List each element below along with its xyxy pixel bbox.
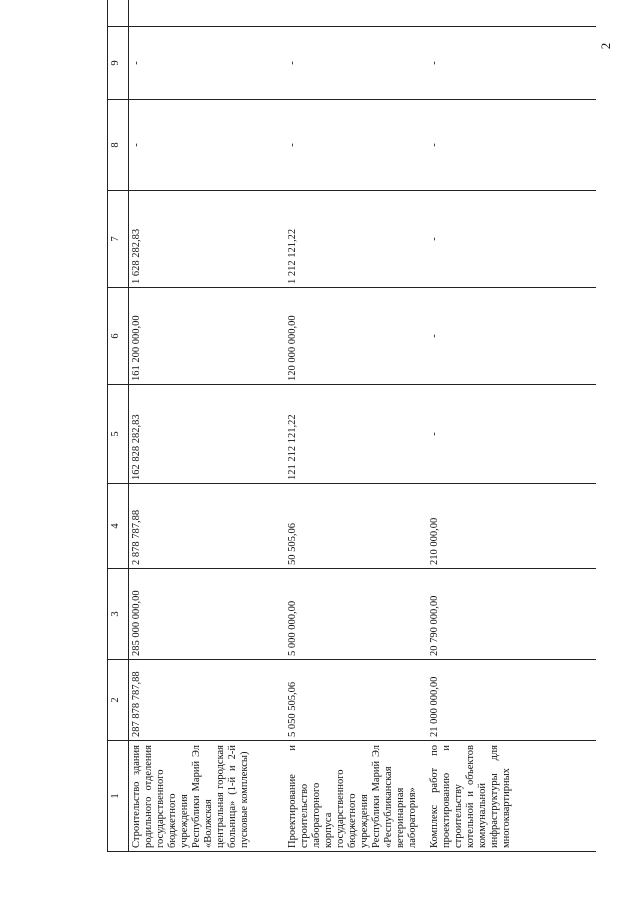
page-number: 2 [598,42,613,50]
header-col-10 [108,0,129,27]
table-cell: 162 828 282,83 [129,385,286,484]
rotated-table-container [107,22,592,852]
header-col-7: 7 [108,191,129,288]
header-col-8: 8 [108,100,129,191]
table-row [285,0,427,852]
table-cell [427,0,596,27]
table-cell: 210 000,00 [427,484,596,569]
table-row [427,0,596,852]
table-cell: 121 212 121,22 [285,385,427,484]
row-name-cell: Проектирование и строительство лабораторного корпуса государственного бюджетного учреждения Республики Марий Эл «Республиканская ветеринарная лаборатория» [285,741,427,852]
table-cell: 2 878 787,88 [129,484,286,569]
table-cell: - [285,100,427,191]
table-cell: 50 505,06 [285,484,427,569]
table-cell: 1 212 121,22 [285,191,427,288]
table-cell: 285 000 000,00 [129,569,286,660]
table-cell [285,0,427,27]
header-col-1: 1 [108,741,129,852]
header-col-3: 3 [108,569,129,660]
table-cell: - [427,191,596,288]
table-cell: 20 790 000,00 [427,569,596,660]
table-row [129,0,286,852]
table-cell: 287 878 787,88 [129,660,286,741]
table-cell: - [129,100,286,191]
row-name-cell: Строительство здания родильного отделения государственного бюджетного учреждения Республики Марий Эл «Волжская центральная городская больница» (1-й и 2-й пусковые комплексы) [129,741,286,852]
table-cell [129,0,286,27]
table-cell: 1 628 282,83 [129,191,286,288]
table-cell: - [285,27,427,100]
table-cell: - [129,27,286,100]
table-cell: - [427,385,596,484]
table-cell: 5 000 000,00 [285,569,427,660]
header-col-9: 9 [108,27,129,100]
header-col-4: 4 [108,484,129,569]
table-cell: - [427,288,596,385]
header-row [108,0,129,852]
table-cell: 120 000 000,00 [285,288,427,385]
table-cell: - [427,100,596,191]
row-name-cell: Комплекс работ по проектированию и строительству котельной и объектов коммунальной инфраструктуры для многоквартирных [427,741,596,852]
table-cell: 21 000 000,00 [427,660,596,741]
header-col-6: 6 [108,288,129,385]
data-table [107,0,596,852]
table-cell: - [427,27,596,100]
header-col-5: 5 [108,385,129,484]
table-cell: 5 050 505,06 [285,660,427,741]
header-col-2: 2 [108,660,129,741]
table-cell: 161 200 000,00 [129,288,286,385]
